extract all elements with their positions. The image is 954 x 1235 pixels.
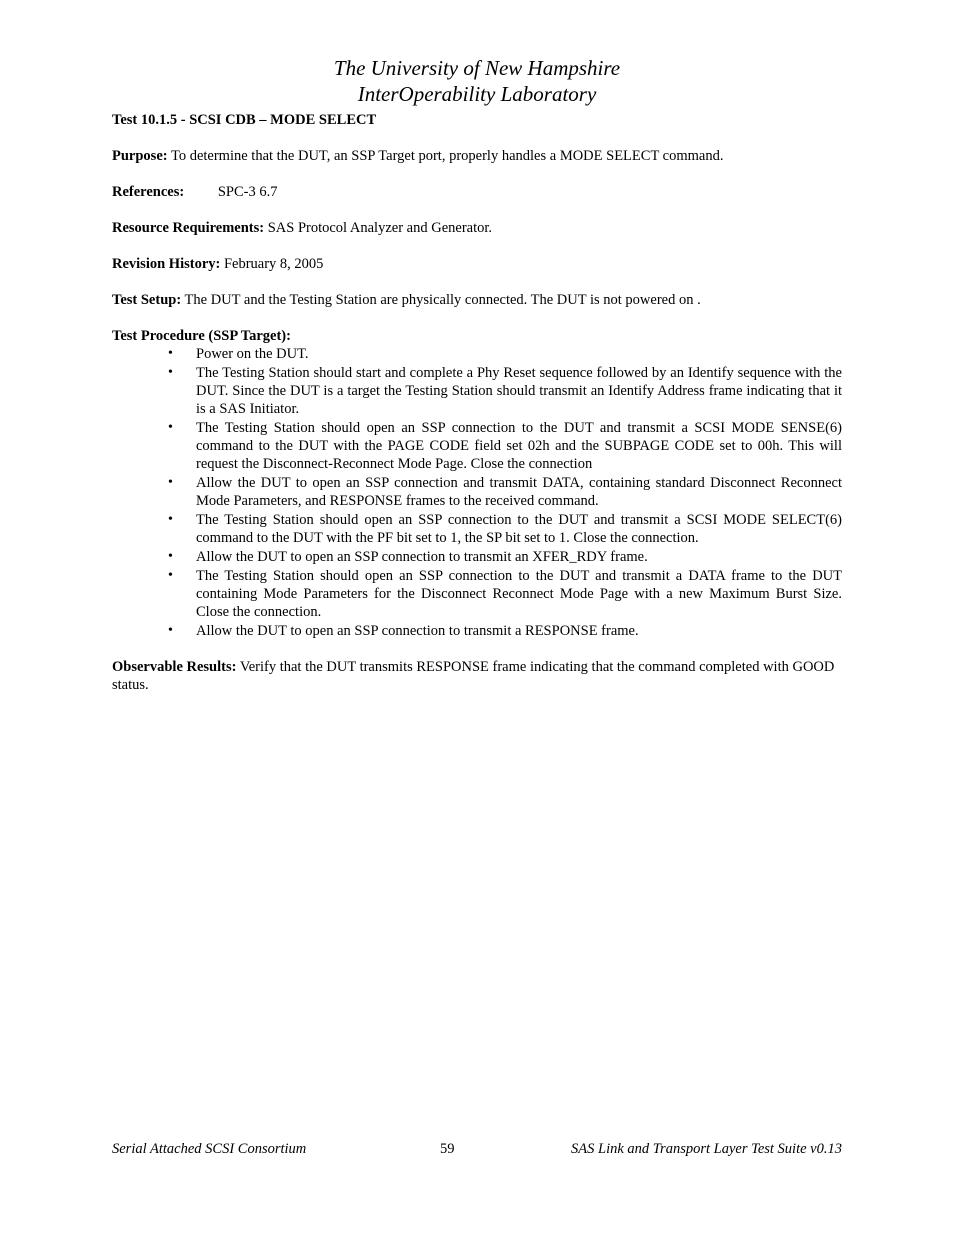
list-item xyxy=(112,345,842,363)
step-text: Power on the DUT. xyxy=(196,346,309,362)
list-item xyxy=(112,511,842,547)
setup-label: Test Setup: xyxy=(112,292,182,308)
resources-section xyxy=(112,219,842,237)
bullet-icon: • xyxy=(168,549,173,564)
list-item xyxy=(112,567,842,621)
list-item xyxy=(112,622,842,640)
setup-text: The DUT and the Testing Station are physically connected. The DUT is not powered on . xyxy=(184,292,701,308)
header-institution: The University of New Hampshire xyxy=(333,56,621,80)
list-item xyxy=(112,419,842,473)
bullet-icon: • xyxy=(168,512,173,527)
purpose-label: Purpose: xyxy=(112,148,168,164)
references-section xyxy=(112,183,842,201)
list-item xyxy=(112,548,842,566)
observable-section xyxy=(112,658,842,694)
bullet-icon: • xyxy=(168,568,173,583)
footer-organization: Serial Attached SCSI Consortium xyxy=(112,1141,307,1157)
observable-text: Verify that the DUT transmits RESPONSE frame indicating that the command completed with GOOD status. xyxy=(112,659,835,693)
page-header xyxy=(0,55,954,107)
bullet-icon: • xyxy=(168,365,173,380)
step-text: The Testing Station should open an SSP connection to the DUT and transmit a DATA frame to the DUT containing Mode Parameters for the Disconnect Reconnect Mode Page with a new Maximum Burst Size. Close the connection. xyxy=(196,568,842,620)
references-label: References: xyxy=(112,184,185,200)
purpose-text: To determine that the DUT, an SSP Target port, properly handles a MODE SELECT command. xyxy=(170,148,724,164)
revision-section xyxy=(112,255,842,273)
step-text: Allow the DUT to open an SSP connection and transmit DATA, containing standard Disconnect Reconnect Mode Parameters, and RESPONSE frames to the received command. xyxy=(196,475,842,509)
footer-document-title: SAS Link and Transport Layer Test Suite v0.13 xyxy=(571,1141,842,1157)
document-body xyxy=(112,111,842,712)
procedure-section xyxy=(112,327,842,640)
step-text: Allow the DUT to open an SSP connection to transmit an XFER_RDY frame. xyxy=(196,549,648,565)
resources-label: Resource Requirements: xyxy=(112,220,265,236)
bullet-icon: • xyxy=(168,346,173,361)
purpose-section xyxy=(112,147,842,165)
revision-text: February 8, 2005 xyxy=(223,256,324,272)
setup-section xyxy=(112,291,842,309)
bullet-icon: • xyxy=(168,420,173,435)
step-text: The Testing Station should open an SSP connection to the DUT and transmit a SCSI MODE SENSE(6) command to the DUT with the PAGE CODE field set 02h and the SUBPAGE CODE set to 00h. This will request the Disconnect-Reconnect Mode Page. Close the connection xyxy=(196,420,842,472)
step-text: The Testing Station should open an SSP connection to the DUT and transmit a SCSI MODE SELECT(6) command to the DUT with the PF bit set to 1, the SP bit set to 1. Close the connection. xyxy=(196,512,842,546)
step-text: The Testing Station should start and complete a Phy Reset sequence followed by an Identify sequence with the DUT. Since the DUT is a target the Testing Station should transmit an Identify Address frame indicating that it is a SAS Initiator. xyxy=(196,365,842,417)
resources-text: SAS Protocol Analyzer and Generator. xyxy=(267,220,493,236)
bullet-icon: • xyxy=(168,623,173,638)
procedure-steps xyxy=(112,345,842,640)
header-lab: InterOperability Laboratory xyxy=(357,82,597,106)
revision-label: Revision History: xyxy=(112,256,221,272)
list-item xyxy=(112,364,842,418)
list-item xyxy=(112,474,842,510)
step-text: Allow the DUT to open an SSP connection to transmit a RESPONSE frame. xyxy=(196,623,639,639)
page-number: 59 xyxy=(440,1141,455,1157)
test-title: Test 10.1.5 - SCSI CDB – MODE SELECT xyxy=(112,112,377,128)
bullet-icon: • xyxy=(168,475,173,490)
references-text: SPC-3 6.7 xyxy=(217,184,278,200)
observable-label: Observable Results: xyxy=(112,659,237,675)
procedure-label: Test Procedure (SSP Target): xyxy=(112,328,291,344)
